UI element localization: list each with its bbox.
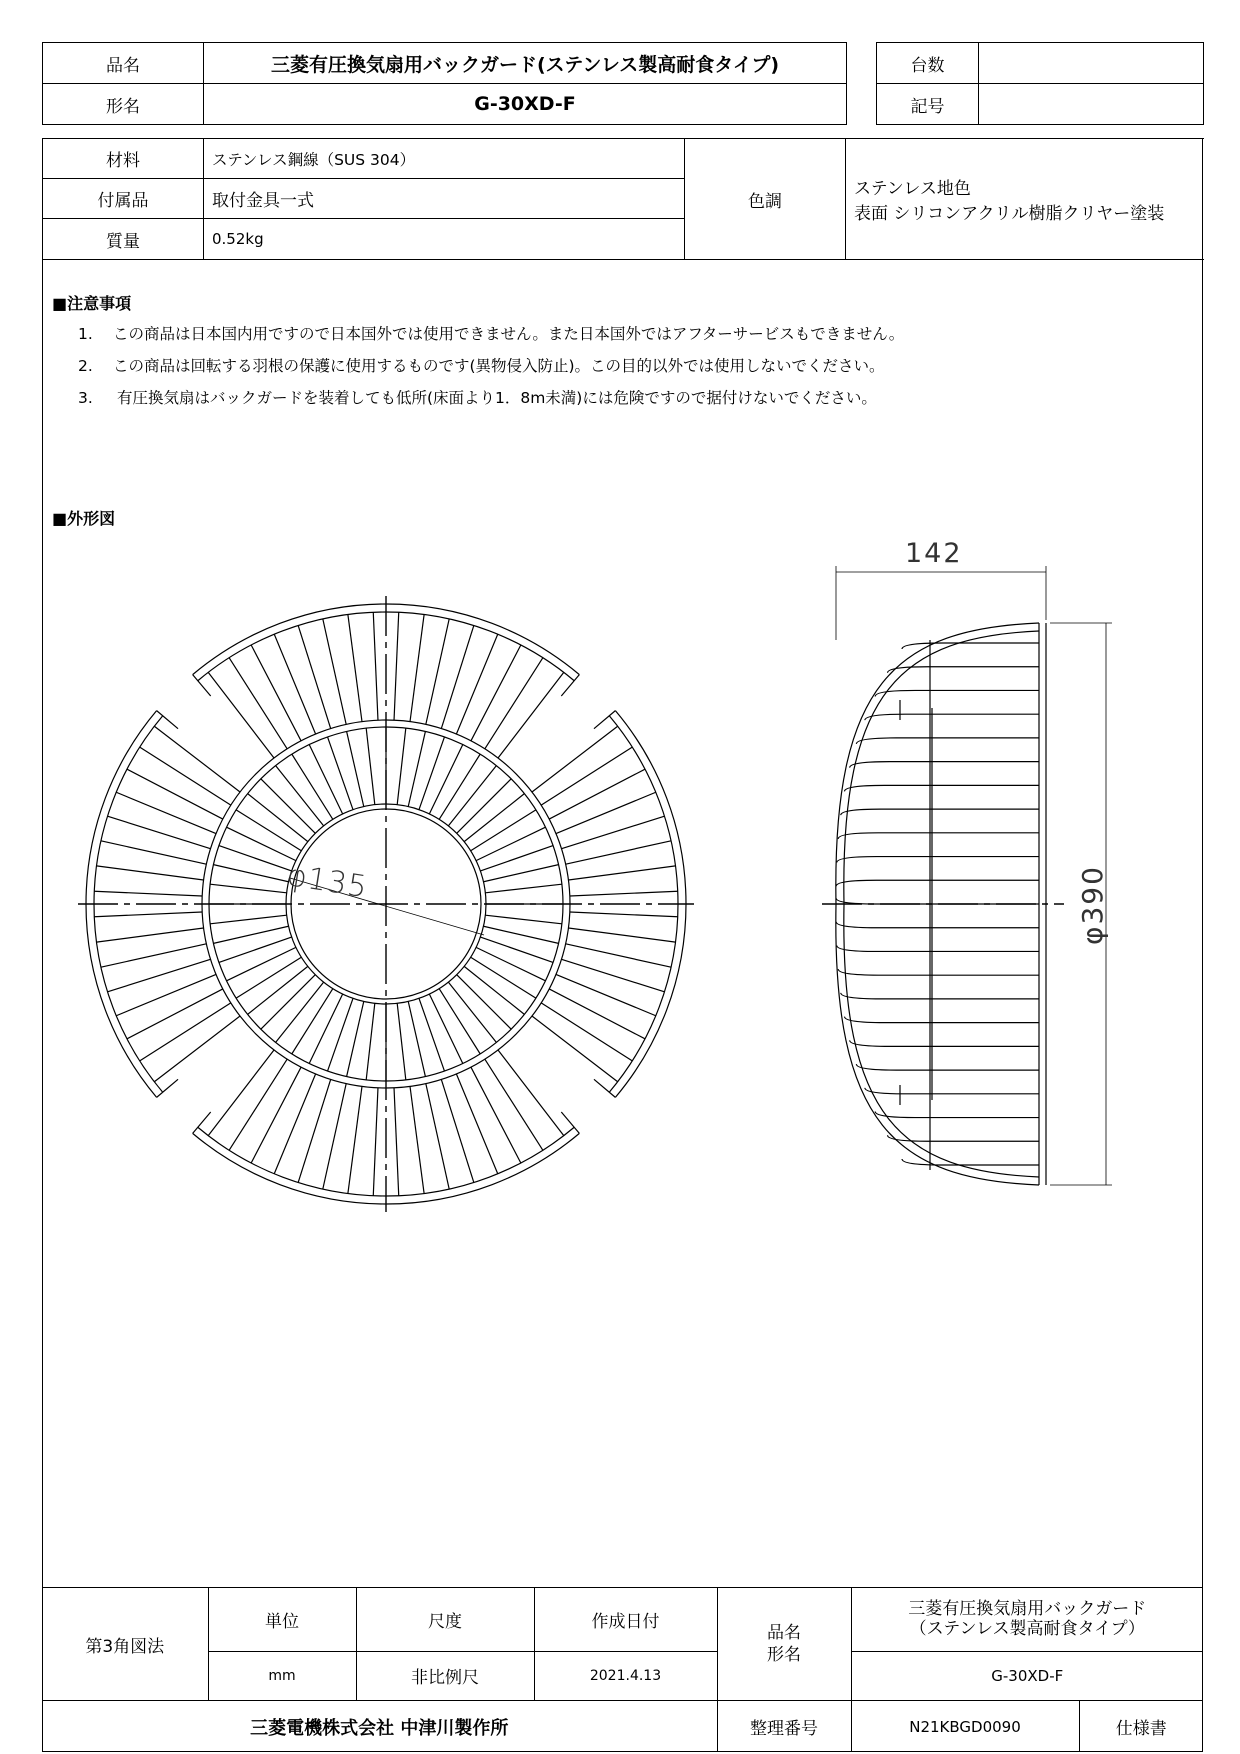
footer-product-name bbox=[851, 1588, 1203, 1652]
drawing-title: ■外形図 bbox=[52, 509, 116, 528]
profile-wire bbox=[845, 785, 1040, 791]
profile-wire bbox=[837, 857, 1039, 863]
note-number: 2. bbox=[78, 357, 93, 375]
footer-name-label: 品名 bbox=[767, 1623, 801, 1644]
doc-type: 仕様書 bbox=[1079, 1701, 1203, 1752]
material-value: ステンレス鋼線（SUS 304） bbox=[204, 139, 685, 179]
footer-name-line-1: 三菱有圧換気扇用バックガード bbox=[908, 1599, 1147, 1620]
mass-label: 質量 bbox=[43, 219, 204, 260]
notes-title: ■注意事項 bbox=[52, 294, 132, 313]
profile-wire bbox=[841, 993, 1039, 999]
profile-wire bbox=[856, 1064, 1039, 1070]
note-number: 3. bbox=[78, 389, 93, 407]
color-label: 色調 bbox=[685, 139, 846, 260]
accessory-value: 取付金具一式 bbox=[204, 179, 685, 219]
footer-name-line-2: （ステンレス製高耐食タイプ） bbox=[909, 1619, 1145, 1640]
dim-outer-diameter: φ390 bbox=[1076, 865, 1109, 945]
profile-wire bbox=[865, 714, 1039, 720]
mass-value: 0.52kg bbox=[204, 219, 685, 260]
profile-wire bbox=[836, 880, 1039, 886]
scale-value: 非比例尺 bbox=[356, 1651, 534, 1701]
profile-wire bbox=[838, 833, 1039, 839]
color-line-1: ステンレス地色 bbox=[854, 179, 971, 199]
note-number: 1. bbox=[78, 325, 93, 343]
color-line-2: 表面 シリコンアクリル樹脂クリヤー塗装 bbox=[854, 204, 1165, 224]
unit-value: mm bbox=[208, 1651, 356, 1701]
profile-wire bbox=[902, 643, 1039, 649]
accessory-label: 付属品 bbox=[43, 179, 204, 219]
model-number: G-30XD-F bbox=[204, 84, 847, 125]
profile-wire bbox=[845, 1017, 1040, 1023]
title-block bbox=[42, 1587, 1203, 1752]
note-text: この商品は回転する羽根の保護に使用するものです(異物侵入防止)。この目的以外では使用しないでください。 bbox=[112, 357, 885, 375]
profile-wire bbox=[836, 898, 1039, 904]
quantity-label: 台数 bbox=[877, 43, 979, 84]
profile-wire bbox=[841, 809, 1039, 815]
profile-wire bbox=[856, 738, 1039, 744]
scale-label: 尺度 bbox=[356, 1588, 534, 1652]
date-value: 2021.4.13 bbox=[534, 1651, 717, 1701]
footer-model-value: G-30XD-F bbox=[851, 1651, 1203, 1701]
profile-wire bbox=[836, 922, 1039, 928]
profile-wire bbox=[902, 1159, 1039, 1165]
profile-wire bbox=[837, 945, 1039, 951]
product-name-label: 品名 bbox=[43, 43, 204, 84]
company-name: 三菱電機株式会社 中津川製作所 bbox=[42, 1701, 717, 1752]
dim-inner-diameter: φ135 bbox=[284, 858, 371, 906]
product-name: 三菱有圧換気扇用バックガード(ステンレス製高耐食タイプ) bbox=[204, 43, 847, 84]
name-model-labels bbox=[717, 1588, 851, 1701]
ref-label: 整理番号 bbox=[717, 1701, 851, 1752]
symbol-label: 記号 bbox=[877, 84, 979, 125]
material-label: 材料 bbox=[43, 139, 204, 179]
unit-label: 単位 bbox=[208, 1588, 356, 1652]
note-text: 有圧換気扇はバックガードを装着しても低所(床面より1．8m未満)には危険ですので据付けないでください。 bbox=[116, 389, 877, 407]
profile-wire bbox=[850, 1040, 1039, 1046]
profile-wire bbox=[875, 690, 1039, 696]
profile-wire bbox=[875, 1112, 1039, 1118]
projection-method: 第3角図法 bbox=[42, 1588, 208, 1701]
model-label: 形名 bbox=[43, 84, 204, 125]
footer-model-label: 形名 bbox=[767, 1645, 801, 1666]
profile-wire bbox=[850, 762, 1039, 768]
date-label: 作成日付 bbox=[534, 1588, 717, 1652]
profile-wire bbox=[838, 969, 1039, 975]
profile-wire bbox=[865, 1088, 1039, 1094]
dim-depth: 142 bbox=[905, 538, 963, 569]
note-text: この商品は日本国内用ですので日本国外では使用できません。また日本国外ではアフターサービスもできません。 bbox=[112, 325, 905, 343]
ref-number: N21KBGD0090 bbox=[851, 1701, 1079, 1752]
